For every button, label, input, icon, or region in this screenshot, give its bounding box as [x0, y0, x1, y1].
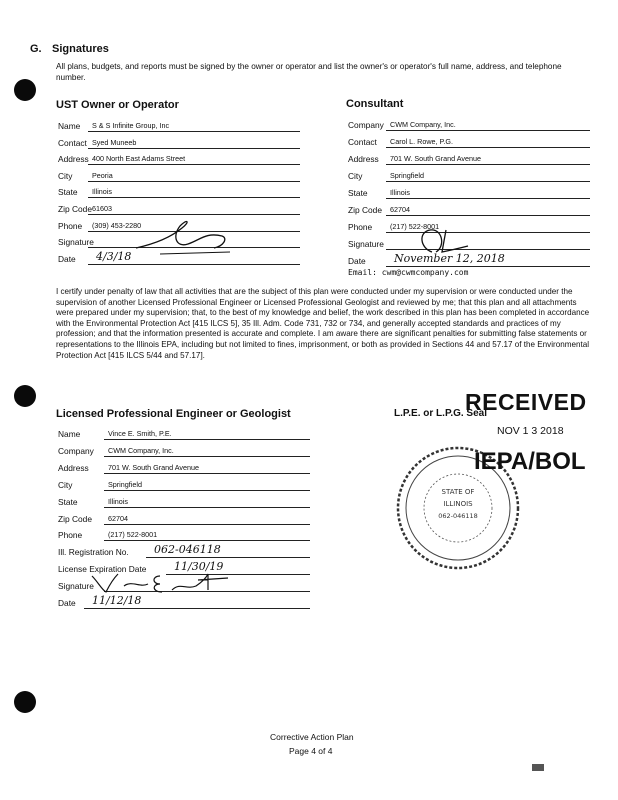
field-underline	[104, 439, 310, 440]
consultant-field-company	[348, 120, 456, 130]
owner-signature	[130, 214, 240, 262]
field-value: 62704	[108, 513, 128, 523]
field-label: State	[58, 187, 78, 198]
consultant-field-phone	[348, 222, 440, 232]
engineer-field-ill-registration-no	[58, 543, 221, 558]
received-stamp: RECEIVED	[465, 389, 587, 415]
owner-heading: UST Owner or Operator	[56, 99, 179, 111]
field-value: Syed Muneeb	[92, 137, 137, 147]
field-value: 61603	[92, 204, 112, 213]
field-label: Date	[58, 253, 76, 264]
engineer-field-name	[58, 429, 172, 439]
field-underline	[88, 197, 300, 198]
field-underline	[386, 147, 590, 148]
field-value: (309) 453-2280	[92, 220, 142, 230]
field-label: Phone	[58, 220, 83, 231]
seal-text-line: 062-046118	[438, 512, 478, 520]
owner-field-signature	[58, 237, 94, 247]
field-underline	[386, 164, 590, 165]
field-underline	[88, 164, 300, 165]
field-underline	[88, 264, 300, 265]
field-value: Illinois	[108, 496, 128, 506]
email-label: Email:	[348, 268, 377, 277]
consultant-field-signature	[348, 239, 384, 249]
field-underline	[104, 540, 310, 541]
iepa-bol-stamp: IEPA/BOL	[474, 448, 586, 475]
seal-heading: L.P.E. or L.P.G. Seal	[394, 408, 488, 419]
field-label: Signature	[58, 581, 94, 592]
field-value: 701 W. South Grand Avenue	[108, 462, 199, 472]
field-label: Date	[348, 256, 366, 266]
field-label: Phone	[58, 530, 83, 541]
field-label: Zip Code	[58, 204, 92, 214]
field-underline	[88, 131, 300, 132]
received-date: NOV 1 3 2018	[497, 425, 564, 437]
field-label: Address	[348, 154, 379, 164]
certification-statement: I certify under penalty of law that all activities that are the subject of this plan were conducted under my supervision or were conducted under the supervision of another Licensed Professional Engineer or Licensed Professional Geologist and reviewed by me; that this plan and all attachments were prepared under my supervision; that, to the best of my knowledge and belief, the work described in this plan has been completed in accordance with the Environmental Protection Act [415 ILCS 5], 35 Ill. Adm. Code 731, 732 or 734, and generally accepted standards and practices of my profession; and that the information presented is accurate and complete. I am aware there are significant penalties for submitting false statements or representations to the Illinois EPA, including but not limited to fines, imprisonment, or both as provided in Sections 44 and 57.17 of the Environmental Protection Act [415 ILCS 5/44 and 57.17].	[56, 287, 590, 360]
binder-hole	[14, 691, 36, 713]
field-label: State	[58, 496, 78, 507]
section-title: Signatures	[52, 43, 109, 55]
footer-document-title: Corrective Action Plan	[270, 732, 354, 742]
field-value: 4/3/18	[96, 249, 132, 263]
engineer-field-phone	[58, 530, 158, 541]
field-value: 400 North East Adams Street	[92, 154, 186, 164]
field-underline	[104, 473, 310, 474]
field-label: Contact	[58, 137, 87, 148]
field-underline	[146, 557, 310, 558]
field-value: Illinois	[92, 187, 112, 197]
field-underline	[386, 181, 590, 182]
owner-field-city	[58, 170, 113, 181]
field-label: Address	[58, 462, 89, 473]
field-label: Signature	[58, 237, 94, 248]
field-label: Phone	[348, 222, 373, 232]
field-value: (217) 522-8001	[390, 222, 440, 231]
field-value: Illinois	[390, 188, 410, 197]
engineer-field-company	[58, 445, 174, 456]
engineer-field-state	[58, 496, 128, 507]
owner-field-contact	[58, 137, 137, 148]
consultant-field-state	[348, 188, 410, 198]
field-value: 11/12/18	[92, 594, 142, 607]
field-label: Ill. Registration No.	[58, 547, 129, 558]
engineer-signature	[88, 570, 238, 596]
field-label: State	[348, 188, 368, 198]
field-value: Vince E. Smith, P.E.	[108, 429, 172, 438]
field-value: Carol L. Rowe, P.G.	[390, 137, 453, 146]
field-label: License Expiration Date	[58, 564, 147, 575]
field-value: 062-046118	[154, 543, 221, 557]
field-label: Address	[58, 154, 89, 165]
field-label: City	[58, 170, 73, 181]
field-value: Springfield	[108, 479, 142, 489]
field-value: CWM Company, Inc.	[390, 120, 456, 129]
consultant-heading: Consultant	[346, 98, 404, 110]
owner-field-zip-code	[58, 204, 112, 214]
consultant-email	[348, 268, 468, 277]
field-label: Zip Code	[348, 205, 382, 215]
field-value: November 12, 2018	[394, 252, 505, 265]
field-label: Company	[58, 445, 94, 456]
field-label: Contact	[348, 137, 377, 147]
field-underline	[386, 198, 590, 199]
engineer-field-date	[58, 594, 142, 608]
field-label: City	[58, 479, 73, 490]
field-value: 62704	[390, 205, 410, 214]
field-underline	[386, 215, 590, 216]
field-label: Signature	[348, 239, 384, 249]
field-value: 11/30/19	[174, 560, 224, 574]
field-underline	[104, 524, 310, 525]
seal-text-line: ILLINOIS	[443, 500, 473, 508]
consultant-signature	[412, 226, 472, 258]
field-value: (217) 522-8001	[108, 530, 158, 540]
consultant-field-zip-code	[348, 205, 410, 215]
binder-hole	[14, 385, 36, 407]
section-letter: G.	[30, 43, 42, 55]
engineer-field-zip-code	[58, 513, 128, 524]
consultant-field-date	[348, 252, 505, 266]
consultant-field-address	[348, 154, 481, 164]
binder-hole	[14, 79, 36, 101]
owner-field-date	[58, 249, 132, 264]
field-underline	[104, 507, 310, 508]
engineer-heading: Licensed Professional Engineer or Geologist	[56, 408, 291, 420]
email-value: cwm@cwmcompany.com	[381, 268, 469, 277]
field-value: 701 W. South Grand Avenue	[390, 154, 481, 163]
field-underline	[386, 266, 590, 267]
field-underline	[88, 148, 300, 149]
field-underline	[386, 130, 590, 131]
intro-text: All plans, budgets, and reports must be signed by the owner or operator and list the owner's or operator's full name, address, and telephone number.	[56, 62, 562, 82]
field-value: CWM Company, Inc.	[108, 445, 174, 455]
footer-page-number: Page 4 of 4	[289, 746, 333, 756]
field-underline	[84, 608, 310, 609]
consultant-field-contact	[348, 137, 453, 147]
field-label: City	[348, 171, 363, 181]
field-underline	[104, 456, 310, 457]
field-label: Company	[348, 120, 384, 130]
engineer-field-address	[58, 462, 199, 473]
field-underline	[104, 490, 310, 491]
owner-field-phone	[58, 220, 142, 231]
engineer-field-city	[58, 479, 142, 490]
field-label: Name	[58, 429, 81, 439]
seal-text-line: STATE OF	[441, 488, 475, 496]
field-label: Name	[58, 121, 81, 131]
field-value: Springfield	[390, 171, 424, 180]
consultant-field-city	[348, 171, 424, 181]
field-label: Date	[58, 598, 76, 608]
owner-field-state	[58, 187, 112, 198]
field-value: Peoria	[92, 170, 113, 180]
field-value: S & S Infinite Group, Inc	[92, 121, 170, 130]
field-label: Zip Code	[58, 513, 92, 524]
scan-mark	[532, 764, 544, 771]
owner-field-name	[58, 121, 170, 131]
field-underline	[88, 181, 300, 182]
owner-field-address	[58, 154, 186, 165]
